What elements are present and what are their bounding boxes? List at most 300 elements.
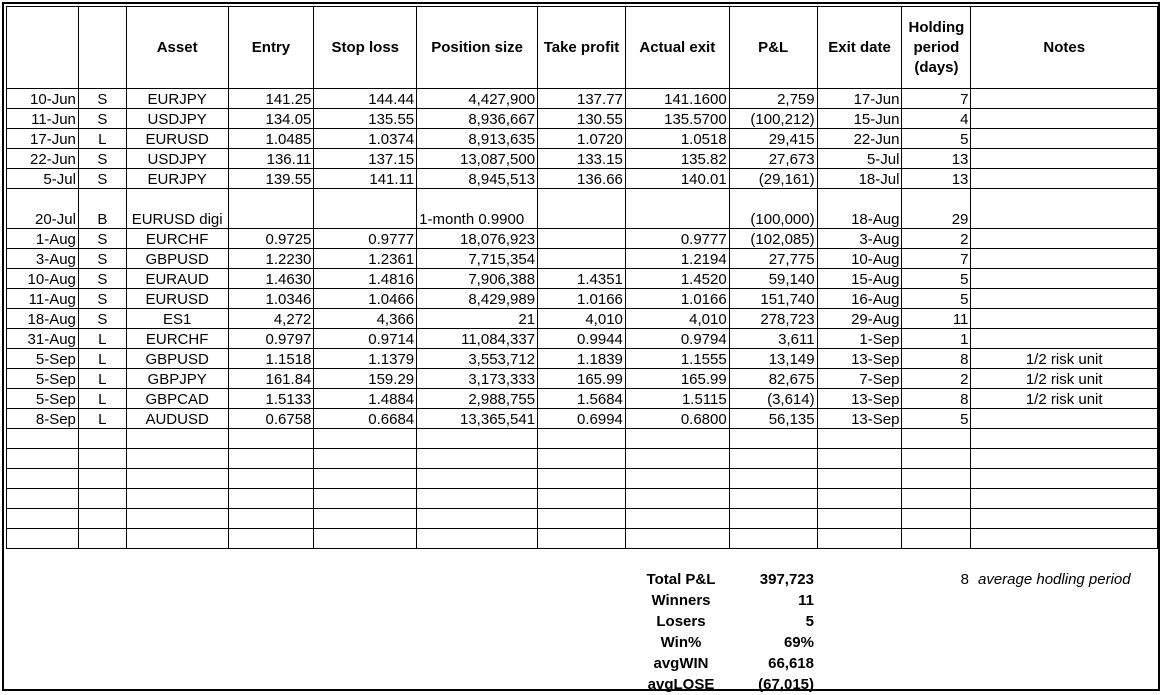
empty-cell (625, 509, 729, 529)
cell-exit-date: 17-Jun (817, 89, 902, 109)
cell-date: 11-Aug (7, 289, 79, 309)
cell-exit-date: 16-Aug (817, 289, 902, 309)
cell-pnl: (102,085) (729, 229, 817, 249)
cell-take-profit: 136.66 (538, 169, 626, 189)
cell-exit-date: 18-Jul (817, 169, 902, 189)
cell-take-profit: 137.77 (538, 89, 626, 109)
table-row (7, 309, 1158, 329)
cell-position-size: 7,715,354 (417, 249, 538, 269)
cell-holding-period: 13 (902, 169, 971, 189)
cell-notes (971, 229, 1158, 249)
cell-stop-loss (314, 189, 417, 229)
cell-stop-loss: 0.9777 (314, 229, 417, 249)
empty-cell (971, 509, 1158, 529)
cell-actual-exit: 0.9794 (625, 329, 729, 349)
empty-cell (417, 489, 538, 509)
cell-take-profit: 1.5684 (538, 389, 626, 409)
summary-value-total-pnl: 397,723 (759, 571, 814, 588)
cell-side: S (78, 309, 126, 329)
cell-side: L (78, 389, 126, 409)
cell-position-size: 1-month 0.9900 (417, 189, 538, 229)
empty-cell (538, 529, 626, 549)
cell-actual-exit: 140.01 (625, 169, 729, 189)
empty-cell (538, 509, 626, 529)
cell-entry: 1.0346 (228, 289, 314, 309)
cell-entry: 139.55 (228, 169, 314, 189)
header-asset: Asset (126, 7, 228, 89)
empty-cell (971, 449, 1158, 469)
cell-entry (228, 189, 314, 229)
cell-exit-date: 15-Jun (817, 109, 902, 129)
cell-side: L (78, 369, 126, 389)
cell-stop-loss: 159.29 (314, 369, 417, 389)
empty-cell (902, 529, 971, 549)
table-row (7, 349, 1158, 369)
cell-stop-loss: 0.6684 (314, 409, 417, 429)
empty-cell (417, 469, 538, 489)
cell-notes (971, 129, 1158, 149)
cell-date: 17-Jun (7, 129, 79, 149)
cell-holding-period: 1 (902, 329, 971, 349)
empty-cell (126, 509, 228, 529)
cell-actual-exit: 1.1555 (625, 349, 729, 369)
summary-label-avg-win: avgWIN (653, 655, 709, 672)
cell-date: 5-Jul (7, 169, 79, 189)
cell-stop-loss: 141.11 (314, 169, 417, 189)
cell-exit-date: 29-Aug (817, 309, 902, 329)
cell-stop-loss: 1.2361 (314, 249, 417, 269)
table-row (7, 109, 1158, 129)
empty-cell (625, 529, 729, 549)
cell-entry: 1.4630 (228, 269, 314, 289)
cell-entry: 0.9797 (228, 329, 314, 349)
empty-cell (902, 509, 971, 529)
empty-row (7, 429, 1158, 449)
cell-asset: GBPJPY (126, 369, 228, 389)
trade-rows (7, 89, 1158, 549)
cell-asset: GBPUSD (126, 249, 228, 269)
empty-row (7, 489, 1158, 509)
empty-cell (314, 429, 417, 449)
empty-cell (417, 529, 538, 549)
cell-pnl: 2,759 (729, 89, 817, 109)
cell-notes: 1/2 risk unit (971, 389, 1158, 409)
cell-notes (971, 109, 1158, 129)
cell-take-profit: 133.15 (538, 149, 626, 169)
summary-value-win-pct: 69% (783, 634, 814, 651)
table-row (7, 229, 1158, 249)
empty-cell (902, 489, 971, 509)
cell-pnl: 56,135 (729, 409, 817, 429)
cell-date: 10-Aug (7, 269, 79, 289)
empty-cell (729, 449, 817, 469)
cell-position-size: 8,945,513 (417, 169, 538, 189)
cell-take-profit: 1.0720 (538, 129, 626, 149)
empty-cell (7, 469, 79, 489)
cell-side: S (78, 109, 126, 129)
empty-row (7, 469, 1158, 489)
empty-cell (817, 529, 902, 549)
cell-pnl: 27,775 (729, 249, 817, 269)
cell-notes (971, 169, 1158, 189)
empty-cell (817, 449, 902, 469)
cell-actual-exit: 1.2194 (625, 249, 729, 269)
avg-holding-label: average hodling period (978, 571, 1131, 588)
summary-label-avg-lose: avgLOSE (647, 676, 715, 693)
table-row (7, 89, 1158, 109)
cell-entry: 1.0485 (228, 129, 314, 149)
cell-position-size: 11,084,337 (417, 329, 538, 349)
cell-exit-date: 13-Sep (817, 389, 902, 409)
empty-cell (7, 529, 79, 549)
cell-exit-date: 13-Sep (817, 349, 902, 369)
table-row (7, 369, 1158, 389)
cell-exit-date: 1-Sep (817, 329, 902, 349)
cell-stop-loss: 144.44 (314, 89, 417, 109)
cell-take-profit (538, 189, 626, 229)
cell-actual-exit: 141.1600 (625, 89, 729, 109)
empty-cell (971, 529, 1158, 549)
header-position-size: Position size (417, 7, 538, 89)
cell-notes (971, 89, 1158, 109)
empty-cell (228, 509, 314, 529)
cell-asset: EURUSD digi (126, 189, 228, 229)
cell-take-profit: 1.4351 (538, 269, 626, 289)
cell-entry: 141.25 (228, 89, 314, 109)
cell-pnl: (100,000) (729, 189, 817, 229)
cell-asset: EURUSD (126, 289, 228, 309)
header-exit-date: Exit date (817, 7, 902, 89)
cell-stop-loss: 4,366 (314, 309, 417, 329)
table-row (7, 409, 1158, 429)
empty-cell (7, 429, 79, 449)
empty-cell (314, 489, 417, 509)
table-row (7, 189, 1158, 229)
empty-cell (314, 509, 417, 529)
cell-side: S (78, 169, 126, 189)
header-holding-period: Holding period (days) (902, 7, 971, 89)
empty-cell (538, 469, 626, 489)
cell-notes (971, 329, 1158, 349)
cell-notes (971, 289, 1158, 309)
header-row (7, 7, 1158, 89)
empty-cell (314, 529, 417, 549)
cell-pnl: 82,675 (729, 369, 817, 389)
cell-notes (971, 249, 1158, 269)
trade-log-sheet (2, 2, 1160, 691)
empty-cell (7, 509, 79, 529)
cell-stop-loss: 135.55 (314, 109, 417, 129)
cell-pnl: 59,140 (729, 269, 817, 289)
header-notes: Notes (971, 7, 1158, 89)
cell-date: 22-Jun (7, 149, 79, 169)
empty-cell (78, 429, 126, 449)
empty-cell (729, 429, 817, 449)
cell-asset: EURJPY (126, 169, 228, 189)
cell-actual-exit: 1.0166 (625, 289, 729, 309)
cell-actual-exit: 135.5700 (625, 109, 729, 129)
cell-holding-period: 7 (902, 89, 971, 109)
cell-side: B (78, 189, 126, 229)
empty-cell (817, 429, 902, 449)
cell-position-size: 2,988,755 (417, 389, 538, 409)
cell-pnl: 151,740 (729, 289, 817, 309)
empty-cell (538, 429, 626, 449)
table-row (7, 149, 1158, 169)
empty-cell (314, 469, 417, 489)
cell-side: L (78, 329, 126, 349)
empty-cell (7, 449, 79, 469)
cell-asset: ES1 (126, 309, 228, 329)
table-row (7, 329, 1158, 349)
cell-side: L (78, 409, 126, 429)
cell-take-profit (538, 249, 626, 269)
cell-entry: 1.1518 (228, 349, 314, 369)
empty-cell (228, 449, 314, 469)
cell-side: S (78, 289, 126, 309)
cell-take-profit: 130.55 (538, 109, 626, 129)
summary-label-win-pct: Win% (660, 634, 702, 651)
empty-cell (228, 489, 314, 509)
cell-holding-period: 2 (902, 369, 971, 389)
empty-cell (817, 509, 902, 529)
cell-pnl: 3,611 (729, 329, 817, 349)
empty-cell (729, 489, 817, 509)
cell-notes (971, 149, 1158, 169)
cell-asset: GBPCAD (126, 389, 228, 409)
cell-actual-exit: 0.6800 (625, 409, 729, 429)
cell-notes (971, 309, 1158, 329)
header-date (7, 7, 79, 89)
cell-stop-loss: 1.0466 (314, 289, 417, 309)
empty-row (7, 449, 1158, 469)
cell-stop-loss: 1.4884 (314, 389, 417, 409)
cell-date: 18-Aug (7, 309, 79, 329)
cell-entry: 4,272 (228, 309, 314, 329)
cell-actual-exit: 4,010 (625, 309, 729, 329)
cell-date: 8-Sep (7, 409, 79, 429)
empty-cell (971, 469, 1158, 489)
cell-holding-period: 8 (902, 389, 971, 409)
cell-entry: 1.2230 (228, 249, 314, 269)
header-side (78, 7, 126, 89)
cell-date: 1-Aug (7, 229, 79, 249)
table-row (7, 249, 1158, 269)
cell-actual-exit: 165.99 (625, 369, 729, 389)
cell-pnl: (3,614) (729, 389, 817, 409)
empty-cell (971, 429, 1158, 449)
empty-cell (126, 469, 228, 489)
cell-holding-period: 5 (902, 409, 971, 429)
header-actual-exit: Actual exit (625, 7, 729, 89)
cell-pnl: (100,212) (729, 109, 817, 129)
cell-actual-exit (625, 189, 729, 229)
empty-cell (902, 469, 971, 489)
cell-asset: EURCHF (126, 229, 228, 249)
cell-stop-loss: 0.9714 (314, 329, 417, 349)
table-row (7, 129, 1158, 149)
cell-pnl: 29,415 (729, 129, 817, 149)
cell-notes: 1/2 risk unit (971, 369, 1158, 389)
cell-entry: 0.9725 (228, 229, 314, 249)
empty-cell (126, 429, 228, 449)
cell-asset: EURAUD (126, 269, 228, 289)
cell-pnl: 278,723 (729, 309, 817, 329)
cell-side: L (78, 349, 126, 369)
header-stop-loss: Stop loss (314, 7, 417, 89)
cell-date: 5-Sep (7, 389, 79, 409)
cell-exit-date: 7-Sep (817, 369, 902, 389)
empty-cell (7, 489, 79, 509)
empty-cell (126, 529, 228, 549)
empty-cell (729, 469, 817, 489)
empty-cell (971, 489, 1158, 509)
empty-cell (78, 509, 126, 529)
empty-cell (228, 529, 314, 549)
cell-exit-date: 10-Aug (817, 249, 902, 269)
empty-cell (78, 469, 126, 489)
cell-exit-date: 15-Aug (817, 269, 902, 289)
cell-asset: EURCHF (126, 329, 228, 349)
trade-log-table (6, 6, 1158, 549)
cell-position-size: 3,173,333 (417, 369, 538, 389)
cell-date: 20-Jul (7, 189, 79, 229)
empty-cell (228, 469, 314, 489)
empty-cell (729, 509, 817, 529)
cell-position-size: 13,365,541 (417, 409, 538, 429)
cell-exit-date: 18-Aug (817, 189, 902, 229)
cell-side: S (78, 269, 126, 289)
empty-cell (625, 429, 729, 449)
cell-date: 31-Aug (7, 329, 79, 349)
cell-stop-loss: 137.15 (314, 149, 417, 169)
cell-exit-date: 13-Sep (817, 409, 902, 429)
empty-cell (817, 469, 902, 489)
cell-side: S (78, 249, 126, 269)
cell-actual-exit: 135.82 (625, 149, 729, 169)
cell-position-size: 21 (417, 309, 538, 329)
empty-cell (625, 449, 729, 469)
cell-asset: EURJPY (126, 89, 228, 109)
empty-cell (538, 489, 626, 509)
empty-cell (78, 529, 126, 549)
empty-cell (538, 449, 626, 469)
cell-position-size: 4,427,900 (417, 89, 538, 109)
cell-asset: USDJPY (126, 149, 228, 169)
cell-date: 10-Jun (7, 89, 79, 109)
cell-holding-period: 4 (902, 109, 971, 129)
cell-take-profit: 0.6994 (538, 409, 626, 429)
table-row (7, 289, 1158, 309)
cell-notes: 1/2 risk unit (971, 349, 1158, 369)
cell-entry: 136.11 (228, 149, 314, 169)
cell-date: 5-Sep (7, 349, 79, 369)
cell-entry: 0.6758 (228, 409, 314, 429)
empty-cell (228, 429, 314, 449)
summary-value-avg-lose: (67,015) (758, 676, 814, 693)
cell-take-profit: 0.9944 (538, 329, 626, 349)
cell-actual-exit: 0.9777 (625, 229, 729, 249)
cell-holding-period: 2 (902, 229, 971, 249)
cell-pnl: 27,673 (729, 149, 817, 169)
header-entry: Entry (228, 7, 314, 89)
cell-exit-date: 22-Jun (817, 129, 902, 149)
summary-value-avg-win: 66,618 (768, 655, 814, 672)
cell-side: L (78, 129, 126, 149)
summary-value-winners: 11 (798, 592, 814, 609)
cell-position-size: 13,087,500 (417, 149, 538, 169)
cell-entry: 161.84 (228, 369, 314, 389)
empty-cell (817, 489, 902, 509)
cell-stop-loss: 1.0374 (314, 129, 417, 149)
cell-position-size: 7,906,388 (417, 269, 538, 289)
cell-position-size: 3,553,712 (417, 349, 538, 369)
cell-take-profit: 1.0166 (538, 289, 626, 309)
cell-take-profit: 4,010 (538, 309, 626, 329)
cell-entry: 1.5133 (228, 389, 314, 409)
empty-cell (625, 489, 729, 509)
summary-block (4, 570, 1162, 695)
cell-notes (971, 269, 1158, 289)
cell-holding-period: 5 (902, 269, 971, 289)
empty-cell (625, 469, 729, 489)
cell-stop-loss: 1.4816 (314, 269, 417, 289)
empty-cell (417, 429, 538, 449)
cell-position-size: 18,076,923 (417, 229, 538, 249)
cell-position-size: 8,429,989 (417, 289, 538, 309)
cell-exit-date: 3-Aug (817, 229, 902, 249)
cell-side: S (78, 149, 126, 169)
cell-actual-exit: 1.5115 (625, 389, 729, 409)
cell-asset: AUDUSD (126, 409, 228, 429)
summary-label-losers: Losers (656, 613, 706, 630)
header-pnl: P&L (729, 7, 817, 89)
cell-position-size: 8,913,635 (417, 129, 538, 149)
cell-date: 3-Aug (7, 249, 79, 269)
cell-asset: GBPUSD (126, 349, 228, 369)
cell-take-profit (538, 229, 626, 249)
cell-stop-loss: 1.1379 (314, 349, 417, 369)
empty-cell (417, 509, 538, 529)
summary-label-winners: Winners (651, 592, 711, 609)
empty-cell (126, 449, 228, 469)
empty-cell (126, 489, 228, 509)
cell-holding-period: 11 (902, 309, 971, 329)
empty-cell (902, 429, 971, 449)
cell-holding-period: 8 (902, 349, 971, 369)
cell-asset: USDJPY (126, 109, 228, 129)
empty-cell (729, 529, 817, 549)
cell-take-profit: 165.99 (538, 369, 626, 389)
summary-value-losers: 5 (805, 613, 814, 630)
cell-position-size: 8,936,667 (417, 109, 538, 129)
cell-date: 5-Sep (7, 369, 79, 389)
cell-holding-period: 29 (902, 189, 971, 229)
cell-holding-period: 5 (902, 289, 971, 309)
table-row (7, 269, 1158, 289)
cell-holding-period: 13 (902, 149, 971, 169)
empty-cell (314, 449, 417, 469)
empty-cell (78, 449, 126, 469)
cell-pnl: (29,161) (729, 169, 817, 189)
cell-holding-period: 5 (902, 129, 971, 149)
cell-pnl: 13,149 (729, 349, 817, 369)
cell-actual-exit: 1.4520 (625, 269, 729, 289)
cell-actual-exit: 1.0518 (625, 129, 729, 149)
summary-label-total-pnl: Total P&L (646, 571, 716, 588)
cell-side: S (78, 89, 126, 109)
cell-asset: EURUSD (126, 129, 228, 149)
